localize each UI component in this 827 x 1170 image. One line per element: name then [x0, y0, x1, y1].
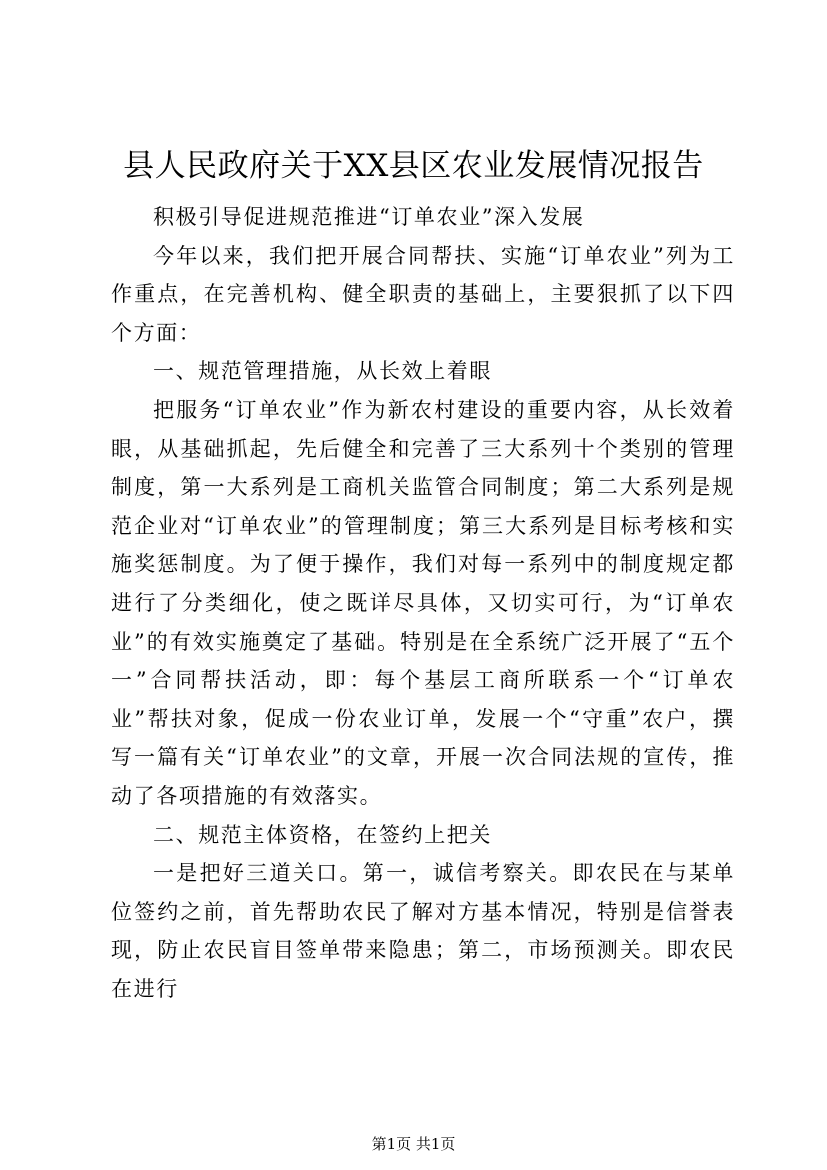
page-footer: 第1页 共1页 [371, 1135, 456, 1153]
document-body [111, 198, 735, 1008]
intro-paragraph: 今年以来，我们把开展合同帮扶、实施“订单农业”列为工作重点，在完善机构、健全职责的基础上，主要狠抓了以下四个方面： [111, 243, 735, 345]
section-heading-1: 一、规范管理措施，从长效上着眼 [153, 359, 492, 384]
subtitle-paragraph: 积极引导促进规范推进“订单农业”深入发展 [153, 205, 585, 229]
section-2-paragraph: 一是把好三道关口。第一，诚信考察关。即农民在与某单位签约之前，首先帮助农民了解对方基本情况，特别是信誉表现，防止农民盲目签单带来隐患；第二，市场预测关。即农民在进行 [111, 861, 735, 1001]
section-1-paragraph: 把服务“订单农业”作为新农村建设的重要内容，从长效着眼，从基础抓起，先后健全和完善了三大系列十个类别的管理制度，第一大系列是工商机关监管合同制度；第二大系列是规范企业对“订单农业”的管理制度；第三大系列是目标考核和实施奖惩制度。为了便于操作，我们对每一系列中的制度规定都进行了分类细化，使之既详尽具体，又切实可行，为“订单农业”的有效实施奠定了基础。特别是在全系统广泛开展了“五个一”合同帮扶活动，即：每个基层工商所联系一个“订单农业”帮扶对象，促成一份农业订单，发展一个“守重”农户，撰写一篇有关“订单农业”的文章，开展一次合同法规的宣传，推动了各项措施的有效落实。 [111, 397, 735, 808]
document-title: 县人民政府关于XX县区农业发展情况报告 [123, 148, 704, 184]
section-heading-2: 二、规范主体资格，在签约上把关 [153, 822, 492, 847]
